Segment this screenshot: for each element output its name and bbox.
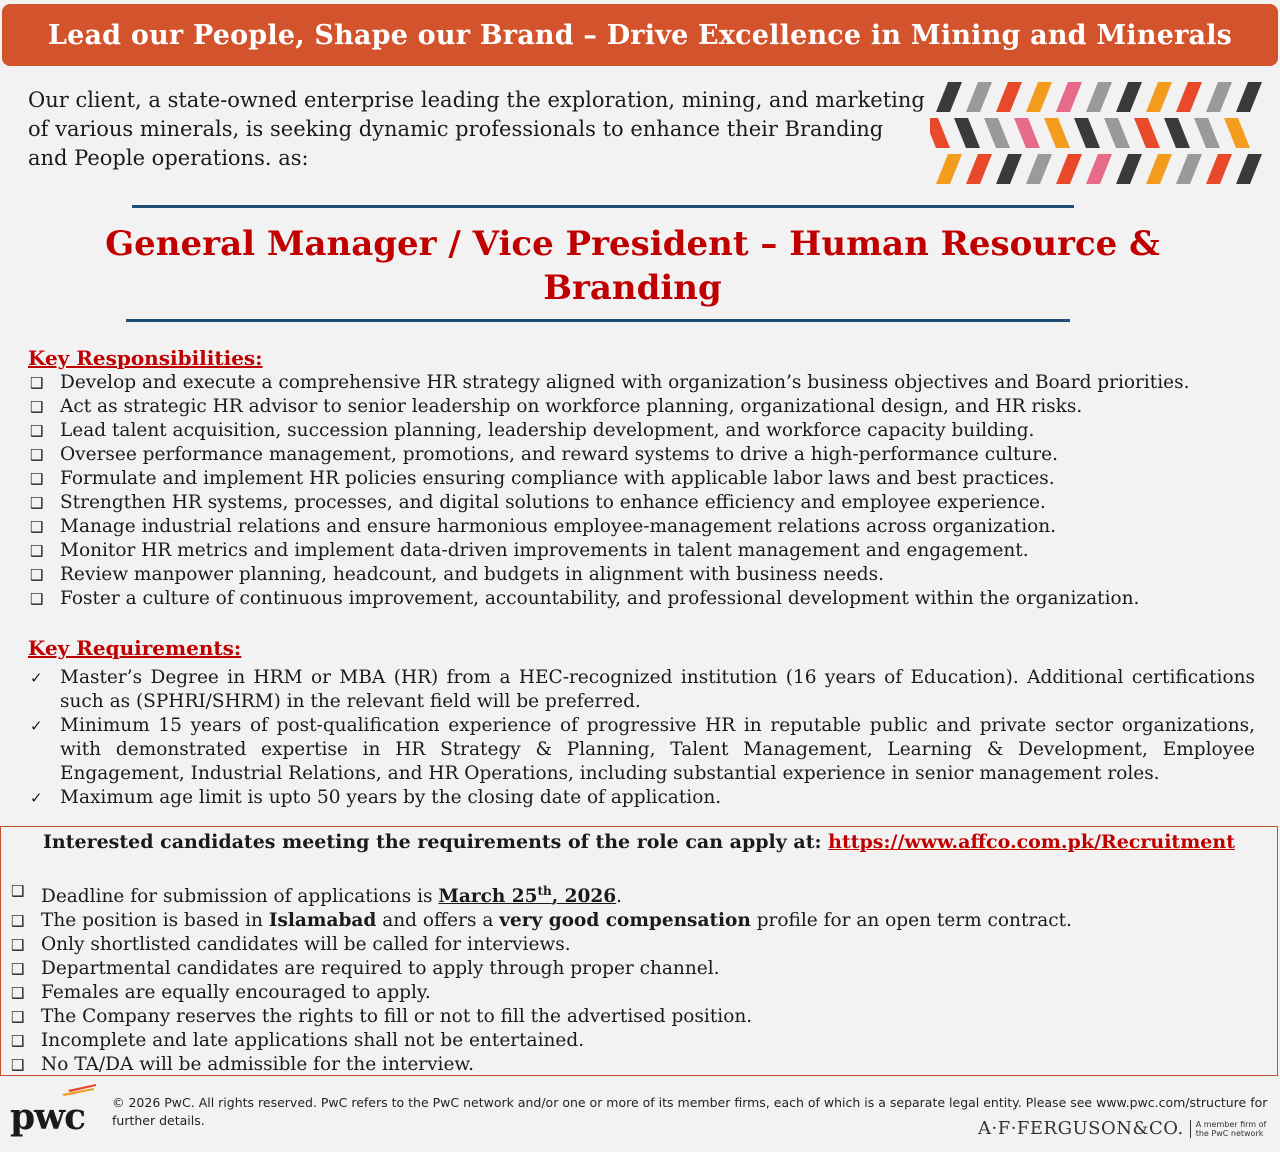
apply-line <box>1 831 1277 853</box>
pattern-shape <box>1134 118 1160 148</box>
pattern-shape <box>1206 82 1232 112</box>
list-item: ✓ Maximum age limit is upto 50 years by the closing date of application. <box>30 787 722 808</box>
pattern-shape <box>966 154 992 184</box>
list-item: ❑ Review manpower planning, headcount, and budgets in alignment with business needs. <box>30 564 885 585</box>
square-bullet-icon: ❑ <box>11 1056 25 1075</box>
list-item: ❑ Manage industrial relations and ensure harmonious employee-management relations across organization. <box>30 516 1057 537</box>
square-bullet-icon: ❑ <box>11 936 25 955</box>
square-bullet-icon: ❑ <box>30 590 44 608</box>
square-bullet-icon: ❑ <box>11 912 25 931</box>
footer-copyright: © 2026 PwC. All rights reserved. PwC refers to the PwC network and/or one or more of its member firms, each of which is a separate legal entity. Please see www.pwc.com/structure for further details. <box>112 1095 1268 1128</box>
pattern-shape <box>1086 154 1112 184</box>
location: Islamabad <box>268 910 377 932</box>
pattern-shape <box>936 82 962 112</box>
title-rule-bottom <box>126 319 1070 322</box>
pattern-shape <box>1104 118 1130 148</box>
pattern-shape <box>1044 118 1070 148</box>
pattern-shape <box>1236 154 1262 184</box>
square-bullet-icon: ❑ <box>30 518 44 536</box>
deadline-date: March 25th, 2026 <box>438 884 617 908</box>
square-bullet-icon: ❑ <box>30 422 44 440</box>
pattern-shape <box>1146 154 1172 184</box>
recruitment-link[interactable]: https://www.affco.com.pk/Recruitment <box>828 831 1235 853</box>
square-bullet-icon: ❑ <box>11 1032 25 1051</box>
pattern-shape <box>1176 82 1202 112</box>
decorative-pattern <box>930 78 1270 190</box>
list-item: ✓ Master’s Degree in HRM or MBA (HR) from a HEC-recognized institution (16 years of Education). Additional certifications such as (SPHRI/SHRM) in the relevant field will be preferred. <box>30 667 1255 712</box>
square-bullet-icon: ❑ <box>11 882 25 900</box>
header-banner <box>2 4 1278 66</box>
list-item: ❑ Foster a culture of continuous improvement, accountability, and professional development within the organization. <box>30 588 1140 609</box>
pwc-wordmark: pwc <box>10 1096 86 1138</box>
square-bullet-icon: ❑ <box>30 470 44 488</box>
pattern-shape <box>1224 118 1250 148</box>
list-item: ❑ Females are equally encouraged to apply. <box>11 982 431 1004</box>
application-box <box>0 826 1278 1076</box>
pattern-shape <box>954 118 980 148</box>
list-item: ❑ Strengthen HR systems, processes, and digital solutions to enhance efficiency and employee experience. <box>30 492 1046 513</box>
list-item: ❑ Incomplete and late applications shall not be entertained. <box>11 1030 585 1052</box>
pattern-shape <box>1026 154 1052 184</box>
logo-divider <box>1190 1120 1191 1138</box>
square-bullet-icon: ❑ <box>11 960 25 979</box>
square-bullet-icon: ❑ <box>11 1008 25 1027</box>
square-bullet-icon: ❑ <box>30 542 44 560</box>
apply-text: Interested candidates meeting the requirements of the role can apply at: <box>43 831 822 853</box>
check-icon: ✓ <box>30 669 43 687</box>
list-item: ❑ Act as strategic HR advisor to senior leadership on workforce planning, organizational design, and HR risks. <box>30 396 1083 417</box>
square-bullet-icon: ❑ <box>30 374 44 392</box>
pattern-shape <box>1194 118 1220 148</box>
list-item: ❑ Oversee performance management, promotions, and reward systems to drive a high-performance culture. <box>30 444 1058 465</box>
compensation: very good compensation <box>499 910 751 932</box>
pattern-shape <box>1014 118 1040 148</box>
pwc-logo <box>10 1084 102 1136</box>
pattern-shape <box>1026 82 1052 112</box>
member-firm-text: A member firm of the PwC network <box>1195 1119 1267 1138</box>
intro-paragraph: Our client, a state-owned enterprise leading the exploration, mining, and marketing of various minerals, is seeking dynamic professionals to enhance their Branding and People operations. as: <box>28 88 925 170</box>
job-title: General Manager / Vice President – Human Resource & Branding <box>105 224 1160 308</box>
list-item: ❑ Only shortlisted candidates will be called for interviews. <box>11 934 571 956</box>
pattern-shape <box>1164 118 1190 148</box>
pattern-shape <box>1206 154 1232 184</box>
requirements-list <box>30 666 1255 810</box>
list-item: ❑ Lead talent acquisition, succession planning, leadership development, and workforce capacity building. <box>30 420 1035 441</box>
square-bullet-icon: ❑ <box>11 984 25 1003</box>
pattern-shape <box>1176 154 1202 184</box>
check-icon: ✓ <box>30 789 43 807</box>
responsibilities-heading: Key Responsibilities: <box>28 346 263 370</box>
list-item: ❑ Monitor HR metrics and implement data-driven improvements in talent management and engagement. <box>30 540 1029 561</box>
square-bullet-icon: ❑ <box>30 446 44 464</box>
af-ferguson-logo <box>978 1118 1268 1139</box>
square-bullet-icon: ❑ <box>30 398 44 416</box>
list-item: ❑ Deadline for submission of applications is March 25th, 2026. <box>11 879 1261 909</box>
list-item: ❑ No TA/DA will be admissible for the interview. <box>11 1054 474 1076</box>
pattern-shape <box>1086 82 1112 112</box>
pattern-shape <box>966 82 992 112</box>
pattern-shape <box>1146 82 1172 112</box>
responsibilities-list <box>30 371 1260 611</box>
pattern-shape <box>1116 82 1142 112</box>
square-bullet-icon: ❑ <box>30 494 44 512</box>
list-item: ❑ Departmental candidates are required to apply through proper channel. <box>11 958 720 980</box>
pattern-shape <box>936 154 962 184</box>
check-icon: ✓ <box>30 717 43 735</box>
title-rule-top <box>132 205 1074 208</box>
requirements-heading: Key Requirements: <box>28 636 242 660</box>
list-item: ❑ The position is based in Islamabad and offers a very good compensation profile for an open term contract. <box>11 910 1072 932</box>
pattern-shape <box>1056 82 1082 112</box>
pattern-shape <box>930 118 950 148</box>
pattern-shape <box>996 154 1022 184</box>
pattern-shape <box>1236 82 1262 112</box>
af-ferguson-name: A·F·FERGUSON&CO. <box>978 1118 1184 1139</box>
pattern-shape <box>1116 154 1142 184</box>
list-item: ❑ The Company reserves the rights to fill or not to fill the advertised position. <box>11 1006 753 1028</box>
square-bullet-icon: ❑ <box>30 566 44 584</box>
pattern-shape <box>996 82 1022 112</box>
list-item: ❑ Develop and execute a comprehensive HR strategy aligned with organization’s business objectives and Board priorities. <box>30 372 1190 393</box>
notes-list <box>11 879 1261 1077</box>
pattern-shape <box>1056 154 1082 184</box>
pattern-shape <box>1074 118 1100 148</box>
list-item: ❑ Formulate and implement HR policies ensuring compliance with applicable labor laws and best practices. <box>30 468 1055 489</box>
banner-title: Lead our People, Shape our Brand – Drive Excellence in Mining and Minerals <box>47 19 1233 51</box>
pattern-shape <box>984 118 1010 148</box>
list-item: ✓ Minimum 15 years of post-qualification experience of progressive HR in reputable public and private sector organizations, with demonstrated expertise in HR Strategy & Planning, Talent Management, Learning & Development, Employee Engagement, Industrial Relations, and HR Operations, including substantial experience in senior management roles. <box>30 715 1255 784</box>
